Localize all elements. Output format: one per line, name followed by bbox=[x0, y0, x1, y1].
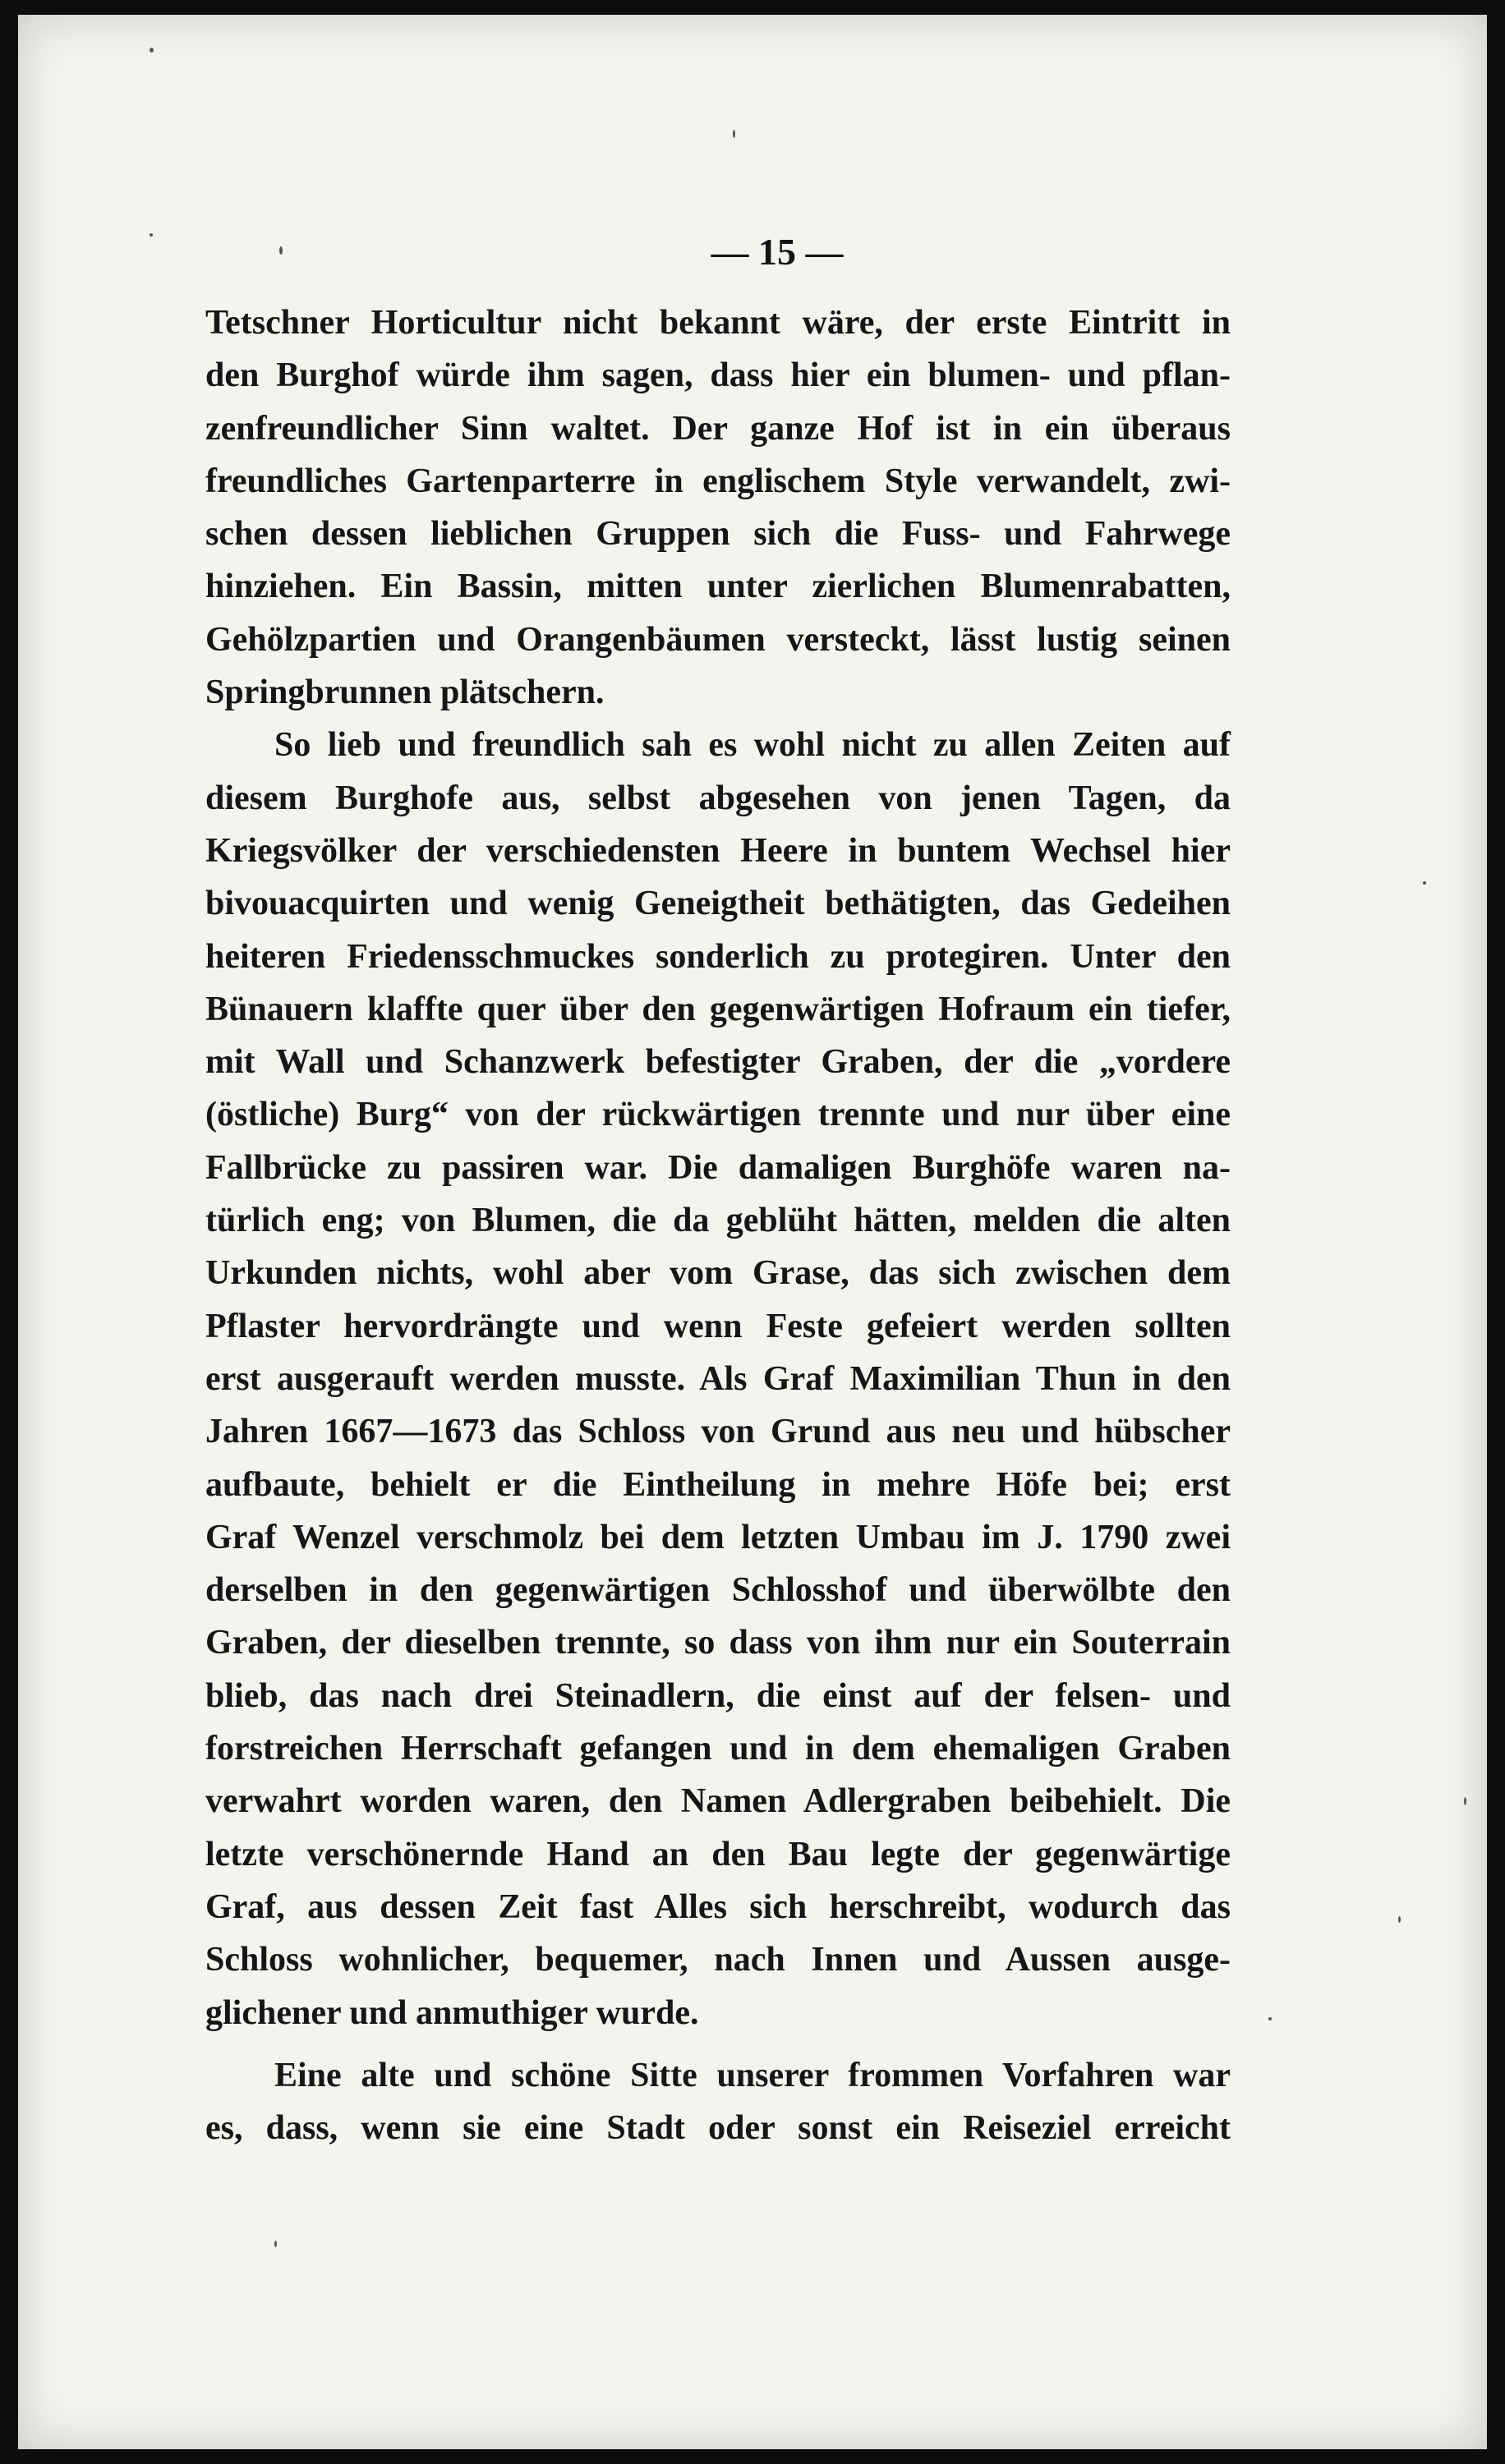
scan-speck bbox=[1423, 881, 1426, 885]
text-line: Bünauern klaffte quer über den gegenwärtigen Hofraum ein tiefer, bbox=[205, 990, 1231, 1028]
paragraph-gap bbox=[205, 2039, 1231, 2049]
scan-speck bbox=[274, 2241, 277, 2247]
text-line: Springbrunnen plätschern. bbox=[205, 673, 605, 712]
text-line: Kriegsvölker der verschiedensten Heere in buntem Wechsel hier bbox=[205, 831, 1231, 870]
text-line: derselben in den gegenwärtigen Schlosshof und überwölbte den bbox=[205, 1571, 1231, 1610]
text-line: glichener und anmuthiger wurde. bbox=[205, 1993, 699, 2032]
scan-speck bbox=[1464, 1797, 1466, 1805]
body-text bbox=[205, 297, 1231, 2154]
text-line: mit Wall und Schanzwerk befestigter Graben, der die „vordere bbox=[205, 1043, 1231, 1082]
text-line: Gehölzpartien und Orangenbäumen versteckt, lässt lustig seinen bbox=[205, 620, 1231, 659]
text-line: türlich eng; von Blumen, die da geblüht hätten, melden die alten bbox=[205, 1202, 1231, 1240]
page-number: — 15 — bbox=[711, 231, 844, 273]
text-line: So lieb und freundlich sah es wohl nicht zu allen Zeiten auf bbox=[274, 726, 1231, 765]
text-line: letzte verschönernde Hand an den Bau legte der gegenwärtige bbox=[205, 1835, 1231, 1873]
text-line: hinziehen. Ein Bassin, mitten unter zierlichen Blumenrabatten, bbox=[205, 568, 1231, 606]
text-line: diesem Burghofe aus, selbst abgesehen von jenen Tagen, da bbox=[205, 779, 1231, 817]
text-line: Graben, der dieselben trennte, so dass von ihm nur ein Souterrain bbox=[205, 1624, 1231, 1662]
text-line: verwahrt worden waren, den Namen Adlergraben beibehielt. Die bbox=[205, 1782, 1231, 1821]
text-line: (östliche) Burg“ von der rückwärtigen trennte und nur über eine bbox=[205, 1096, 1231, 1134]
text-line: Schloss wohnlicher, bequemer, nach Innen und Aussen ausge- bbox=[205, 1941, 1231, 1979]
scan-speck bbox=[279, 246, 283, 255]
paragraph-3 bbox=[205, 2049, 1231, 2155]
scan-speck bbox=[150, 48, 154, 53]
scan-speck bbox=[150, 233, 153, 237]
text-line: den Burghof würde ihm sagen, dass hier ein blumen- und pflan- bbox=[205, 356, 1231, 395]
text-line: es, dass, wenn sie eine Stadt oder sonst ein Reiseziel erreicht bbox=[205, 2109, 1231, 2148]
text-line: Urkunden nichts, wohl aber vom Grase, das sich zwischen dem bbox=[205, 1254, 1231, 1293]
text-line: freundliches Gartenparterre in englischem Style verwandelt, zwi- bbox=[205, 462, 1231, 500]
text-line: bivouacquirten und wenig Geneigtheit bethätigten, das Gedeihen bbox=[205, 885, 1231, 923]
text-line: zenfreundlicher Sinn waltet. Der ganze Hof ist in ein überaus bbox=[205, 409, 1231, 448]
paragraph-1 bbox=[205, 297, 1231, 719]
book-page bbox=[18, 15, 1487, 2449]
scan-speck bbox=[733, 130, 735, 138]
text-line: schen dessen lieblichen Gruppen sich die Fuss- und Fahrwege bbox=[205, 515, 1231, 554]
text-line: Jahren 1667—1673 das Schloss von Grund aus neu und hübscher bbox=[205, 1413, 1231, 1451]
text-line: heiteren Friedensschmuckes sonderlich zu protegiren. Unter den bbox=[205, 937, 1231, 976]
text-line: Fallbrücke zu passiren war. Die damaligen Burghöfe waren na- bbox=[205, 1148, 1231, 1187]
text-line: blieb, das nach drei Steinadlern, die einst auf der felsen- und bbox=[205, 1676, 1231, 1715]
text-line: Tetschner Horticultur nicht bekannt wäre, der erste Eintritt in bbox=[205, 304, 1231, 342]
paragraph-2 bbox=[205, 719, 1231, 2039]
scan-speck bbox=[1398, 1916, 1401, 1923]
text-line: forstreichen Herrschaft gefangen und in dem ehemaligen Graben bbox=[205, 1730, 1231, 1768]
text-line: Pflaster hervordrängte und wenn Feste gefeiert werden sollten bbox=[205, 1307, 1231, 1345]
text-line: Graf, aus dessen Zeit fast Alles sich herschreibt, wodurch das bbox=[205, 1887, 1231, 1926]
text-line: aufbaute, behielt er die Eintheilung in mehre Höfe bei; erst bbox=[205, 1465, 1231, 1504]
text-line: erst ausgerauft werden musste. Als Graf Maximilian Thun in den bbox=[205, 1359, 1231, 1398]
text-line: Eine alte und schöne Sitte unserer frommen Vorfahren war bbox=[274, 2056, 1231, 2094]
scan-speck bbox=[1268, 2017, 1272, 2020]
text-line: Graf Wenzel verschmolz bei dem letzten Umbau im J. 1790 zwei bbox=[205, 1518, 1231, 1556]
